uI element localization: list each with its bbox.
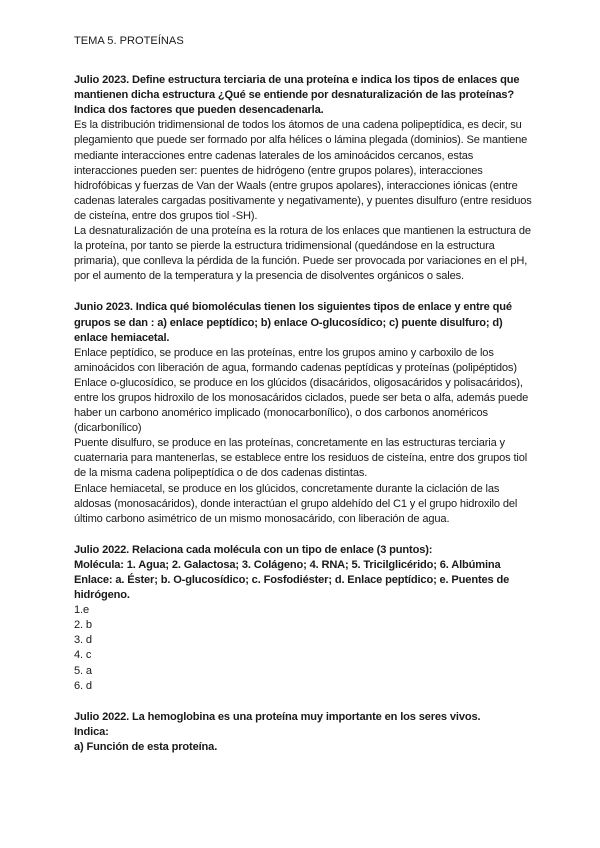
list-item: 1.e xyxy=(74,604,89,617)
question-title: Julio 2022. Relaciona cada molécula con un tipo de enlace (3 puntos): xyxy=(74,543,433,556)
answer-paragraph: Enlace peptídico, se produce en las proteínas, entre los grupos amino y carboxilo de los aminoácidos con liberación de agua, formando cadenas peptídicas y proteínas (polipéptidos) xyxy=(74,346,517,374)
answer-paragraph: Es la distribución tridimensional de todos los átomos de una cadena polipeptídica, es decir, su plegamiento que puede ser formado por alfa hélices o lámina plegada (dominios). Se mantiene mediante interacciones entre cadenas laterales de los aminoácidos cercanos, estas interacciones pueden ser: puentes de hidrógeno (entre grupos polares), interacciones hidrofóbicas y fuerzas de Van der Waals (entre grupos apolares), interacciones iónicas (entre cadenas laterales cargadas positivamente y negativamente), y puentes disulfuro (entre residuos de cisteína, entre dos grupos tiol -SH). xyxy=(74,119,532,222)
answer-paragraph: Enlace o-glucosídico, se produce en los glúcidos (disacáridos, oligosacáridos y polisacáridos), entre los grupos hidroxilo de los monosacáridos ciclados, puede ser beta o alfa, además puede haber un carbono anomérico implicado (monocarbonílico), o dos carbonos anoméricos (dicarbonílico) xyxy=(74,376,529,435)
bond-list: Enlace: a. Éster; b. O-glucosídico; c. Fosfodiéster; d. Enlace peptídico; e. Puentes de hidrógeno. xyxy=(74,574,510,602)
answer-paragraph: La desnaturalización de una proteína es la rotura de los enlaces que mantienen la estructura de la proteína, por tanto se pierde la estructura tridimensional (quedándose en la estructura primaria), que conlleva la pérdida de la función. Puede ser provocada por variaciones en el pH, por el aumento de la temperatura y la presencia de disolventes orgánicos o sales. xyxy=(74,225,531,283)
question-block-2 xyxy=(74,300,536,526)
molecule-list: Molécula: 1. Agua; 2. Galactosa; 3. Colágeno; 4. RNA; 5. Tricilglicérido; 6. Albúmina xyxy=(74,558,501,571)
answer-paragraph: Puente disulfuro, se produce en las proteínas, concretamente en las estructuras terciaria y cuaternaria para mantenerlas, se establece entre los residuos de cisteína, entre dos grupos tiol de la misma cadena polipeptídica o de dos cadenas distintas. xyxy=(74,437,528,480)
list-item: 4. c xyxy=(74,649,92,662)
list-item: 2. b xyxy=(74,619,92,632)
list-item: 6. d xyxy=(74,679,92,692)
document-page xyxy=(74,28,536,771)
question-block-4 xyxy=(74,710,536,755)
question-title: Julio 2022. La hemoglobina es una proteína muy importante en los seres vivos. xyxy=(74,710,481,723)
question-part: a) Función de esta proteína. xyxy=(74,740,218,753)
page-header: TEMA 5. PROTEÍNAS xyxy=(74,35,184,47)
question-subtitle: Indica: xyxy=(74,725,109,738)
question-title: Julio 2023. Define estructura terciaria de una proteína e indica los tipos de enlaces que mantienen dicha estructura ¿Qué se entiende por desnaturalización de las proteínas? Indica dos factores que pueden desencadenarla. xyxy=(74,74,520,117)
answer-list xyxy=(74,603,536,694)
question-block-3 xyxy=(74,543,536,694)
question-block-1 xyxy=(74,73,536,284)
list-item: 5. a xyxy=(74,664,92,677)
question-title: Junio 2023. Indica qué biomoléculas tienen los siguientes tipos de enlace y entre qué grupos se dan : a) enlace peptídico; b) enlace O-glucosídico; c) puente disulfuro; d) enlace hemiacetal. xyxy=(74,301,512,344)
answer-paragraph: Enlace hemiacetal, se produce en los glúcidos, concretamente durante la ciclación de las aldosas (monosacáridos), donde interactúan el grupo aldehído del C1 y el grupo hidroxilo del último carbono asimétrico de un mismo monosacárido, con liberación de agua. xyxy=(74,482,518,525)
list-item: 3. d xyxy=(74,634,92,647)
